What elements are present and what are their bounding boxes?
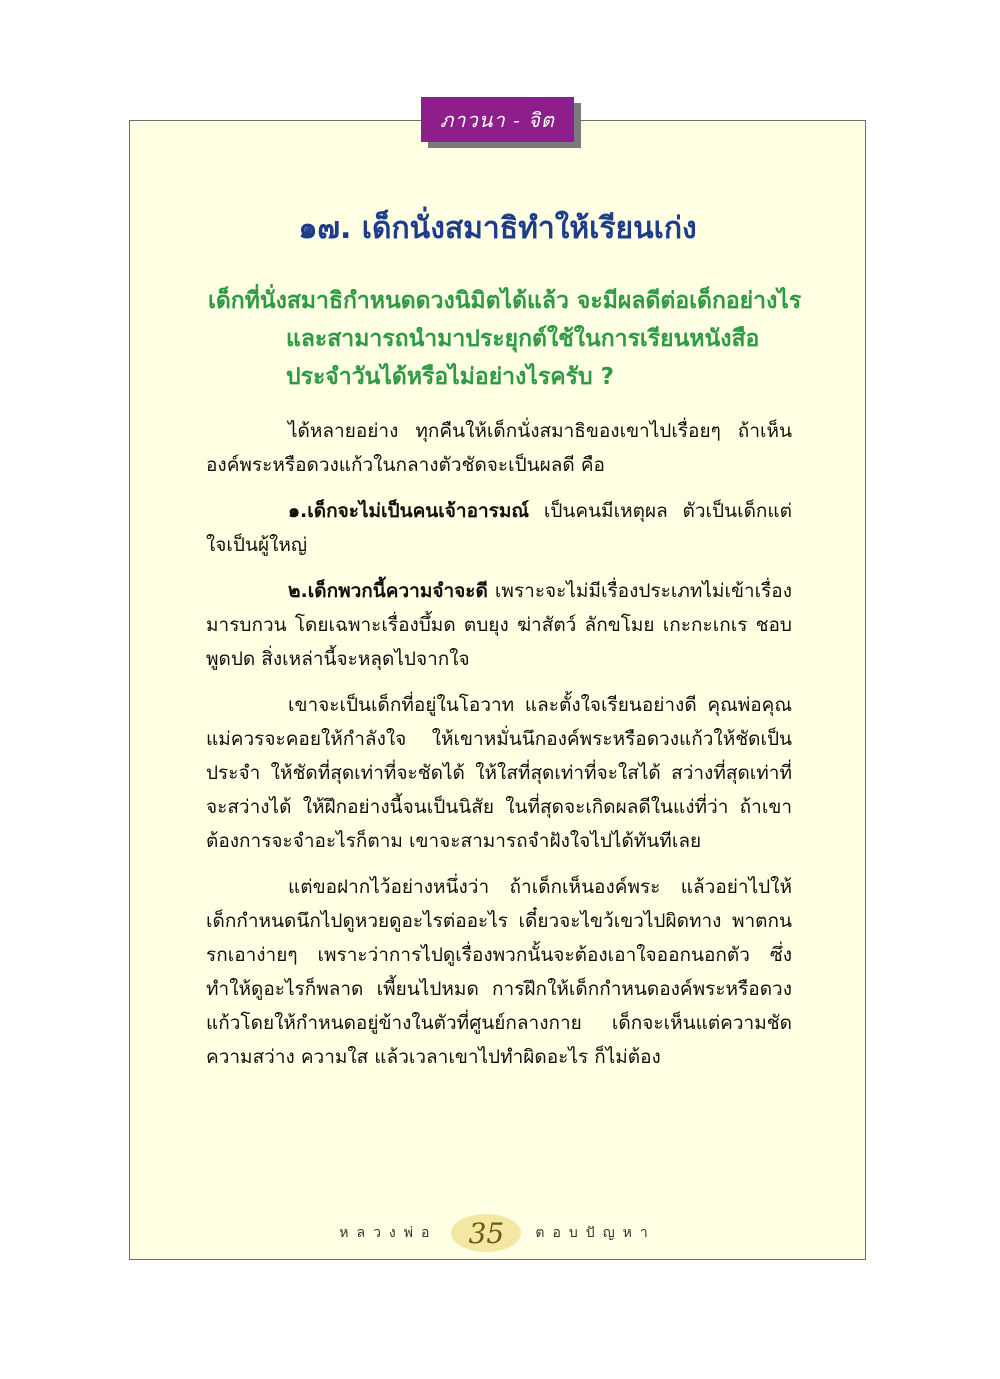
page-number: 35: [451, 1214, 521, 1252]
chapter-title: ๑๗. เด็กนั่งสมาธิทำให้เรียนเก่ง: [298, 211, 697, 246]
answer-paragraph-4: เขาจะเป็นเด็กที่อยู่ในโอวาท และตั้งใจเรียนอย่างดี คุณพ่อคุณแม่ควรจะคอยให้กำลังใจ ให้เขาหมั่นนึกองค์พระหรือดวงแก้วให้ชัดเป็นประจำ ให้ชัดที่สุดเท่าที่จะชัดได้ ให้ใสที่สุดเท่าที่จะใสได้ สว่างที่สุดเท่าที่จะสว่างได้ ให้ฝึกอย่างนี้จนเป็นนิสัย ในที่สุดจะเกิดผลดีในแง่ที่ว่า ถ้าเขาต้องการจะจำอะไรก็ตาม เขาจะสามารถจำฝังใจไปได้ทันทีเลย: [206, 694, 792, 852]
answer-paragraph-3: [206, 574, 792, 676]
section-tab: ภาวนา - จิต: [421, 97, 574, 142]
footer-left-text: หลวงพ่อ: [339, 1225, 438, 1241]
point-2-text: เพราะจะไม่มีเรื่องประเภทไม่เข้าเรื่องมารบกวน โดยเฉพาะเรื่องบึ้มด ตบยุง ฆ่าสัตว์ ลักขโมย เกะกะเกเร ชอบพูดปด สิ่งเหล่านี้จะหลุดไปจากใจ: [206, 580, 792, 670]
point-2-heading: ๒.เด็กพวกนี้ความจำจะดี: [288, 580, 488, 602]
point-1-heading: ๑.เด็กจะไม่เป็นคนเจ้าอารมณ์: [288, 500, 530, 522]
answer-body: [206, 414, 792, 1086]
point-1-text: เป็นคนมีเหตุผล ตัวเป็นเด็กแต่ใจเป็นผู้ใหญ่: [206, 500, 792, 556]
page-footer: [129, 1212, 866, 1254]
footer-right-text: ตอบปัญหา: [535, 1225, 656, 1241]
answer-paragraph-2: [206, 494, 792, 562]
answer-paragraph-5: แต่ขอฝากไว้อย่างหนึ่งว่า ถ้าเด็กเห็นองค์พระ แล้วอย่าไปให้เด็กกำหนดนึกไปดูหวยดูอะไรต่ออะไร เดี๋ยวจะไขว้เขวไปผิดทาง พาตกนรกเอาง่ายๆ เพราะว่าการไปดูเรื่องพวกนั้นจะต้องเอาใจออกนอกตัว ซึ่งทำให้ดูอะไรก็พลาด เพี้ยนไปหมด การฝึกให้เด็กกำหนดองค์พระหรือดวงแก้วโดยให้กำหนดอยู่ข้างในตัวที่ศูนย์กลางกาย เด็กจะเห็นแต่ความชัด ความสว่าง ความใส แล้วเวลาเขาไปทำผิดอะไร ก็ไม่ต้อง: [206, 876, 792, 1068]
answer-paragraph-1: ได้หลายอย่าง ทุกคืนให้เด็กนั่งสมาธิของเขาไปเรื่อยๆ ถ้าเห็นองค์พระหรือดวงแก้วในกลางตัวชัดจะเป็นผลดี คือ: [206, 420, 792, 476]
question-text: เด็กที่นั่งสมาธิกำหนดดวงนิมิตได้แล้ว จะมีผลดีต่อเด็กอย่างไร และสามารถนำมาประยุกต์ใช้ในการเรียนหนังสือประจำวันได้หรือไม่อย่างไรครับ ?: [208, 288, 802, 390]
